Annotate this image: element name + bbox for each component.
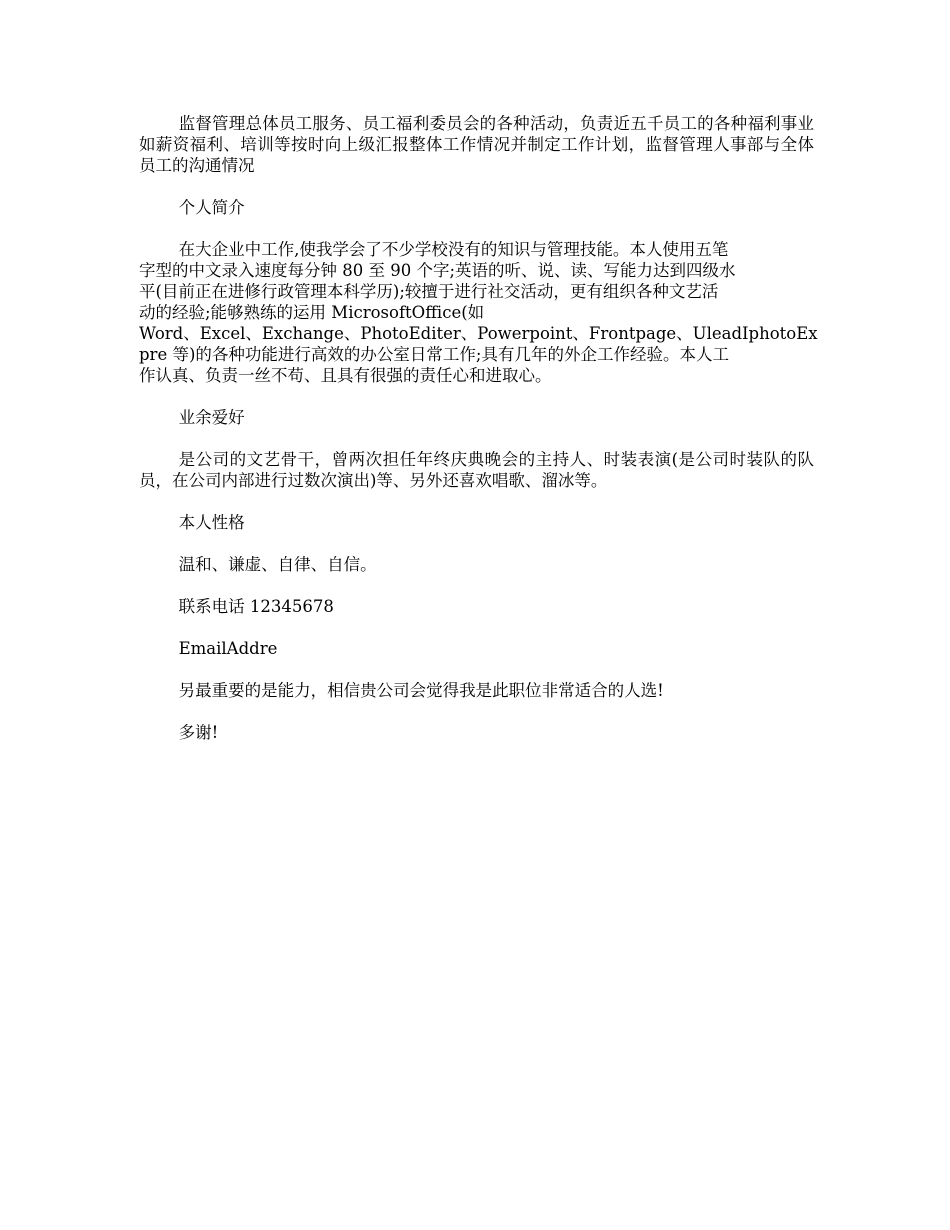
heading-hobby: 业余爱好 — [178, 408, 245, 427]
thanks-text: 多谢! — [178, 723, 219, 742]
paragraph-hobby: 是公司的文艺骨干，曾两次担任年终庆典晚会的主持人、时装表演(是公司时装队的队员，在公司内部进行过数次演出)等、另外还喜欢唱歌、溜冰等。 — [139, 450, 814, 490]
paragraph-profile — [139, 239, 818, 386]
profile-line: 动的经验;能够熟练的运用 MicrosoftOffice(如 — [139, 303, 485, 322]
closing-statement: 另最重要的是能力，相信贵公司会觉得我是此职位非常适合的人选! — [178, 681, 664, 700]
profile-line: 字型的中文录入速度每分钟 80 至 90 个字;英语的听、说、读、写能力达到四级水 — [139, 261, 736, 280]
document-page — [139, 113, 818, 743]
profile-line: pre 等)的各种功能进行高效的办公室日常工作;具有几年的外企工作经验。本人工 — [139, 345, 729, 364]
contact-email: EmailAddre — [178, 639, 278, 658]
heading-profile: 个人简介 — [178, 198, 245, 217]
contact-phone: 联系电话 12345678 — [178, 597, 334, 616]
profile-line: 平(目前正在进修行政管理本科学历);较擅于进行社交活动，更有组织各种文艺活 — [139, 282, 719, 301]
personality-text: 温和、谦虚、自律、自信。 — [178, 555, 377, 574]
profile-line: Word、Excel、Exchange、PhotoEditer、Powerpoint、Frontpage、UleadIphotoEx — [139, 324, 818, 343]
profile-line: 作认真、负责一丝不苟、且具有很强的责任心和进取心。 — [139, 366, 552, 385]
paragraph-duties: 监督管理总体员工服务、员工福利委员会的各种活动，负责近五千员工的各种福利事业如薪资福利、培训等按时向上级汇报整体工作情况并制定工作计划，监督管理人事部与全体员工的沟通情况 — [139, 114, 814, 175]
heading-personality: 本人性格 — [178, 513, 245, 532]
profile-line: 在大企业中工作,使我学会了不少学校没有的知识与管理技能。本人使用五笔 — [178, 240, 729, 259]
